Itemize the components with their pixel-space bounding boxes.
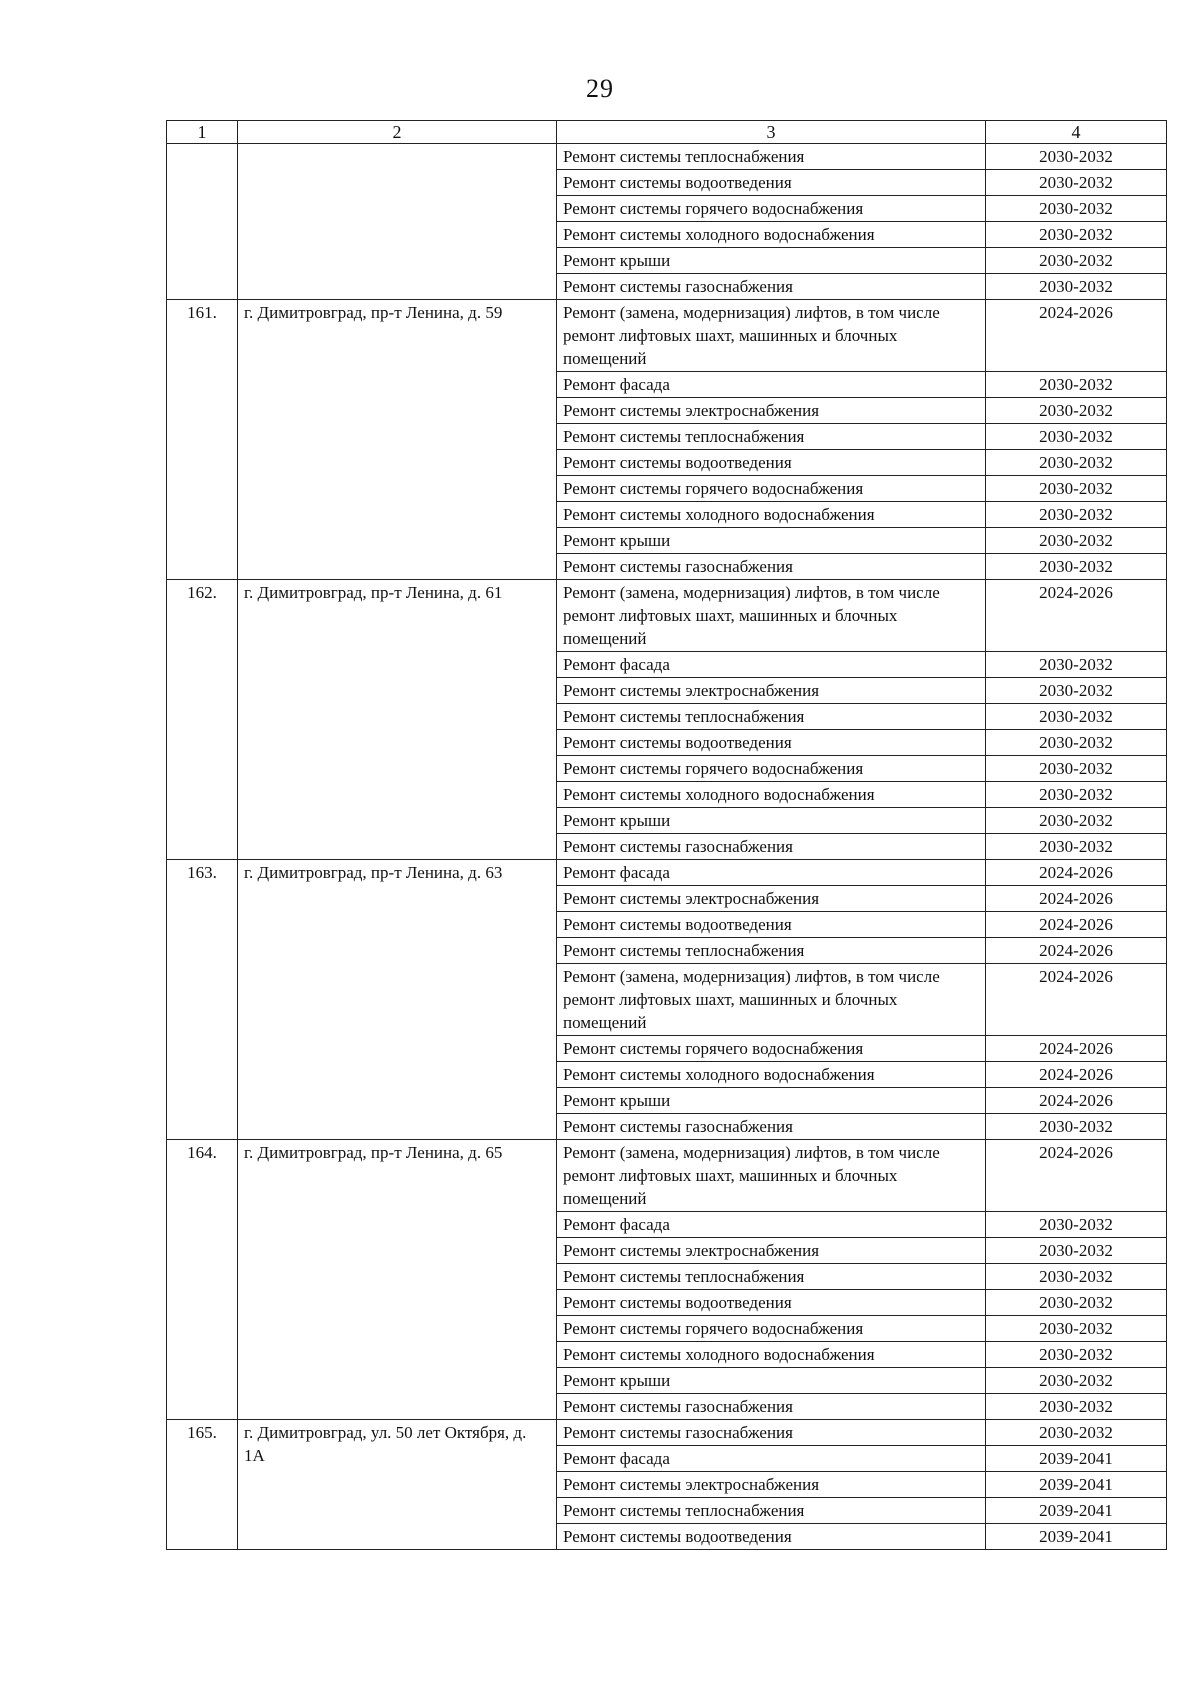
work-period: 2030-2032 xyxy=(986,652,1167,678)
work-period: 2030-2032 xyxy=(986,1114,1167,1140)
work-period: 2030-2032 xyxy=(986,1316,1167,1342)
column-header-3: 3 xyxy=(557,121,986,144)
work-period: 2024-2026 xyxy=(986,886,1167,912)
work-period: 2030-2032 xyxy=(986,1264,1167,1290)
work-period: 2030-2032 xyxy=(986,170,1167,196)
work-type: Ремонт системы электроснабжения xyxy=(557,678,986,704)
work-period: 2024-2026 xyxy=(986,964,1167,1036)
work-type: Ремонт системы теплоснабжения xyxy=(557,144,986,170)
work-type: Ремонт фасада xyxy=(557,860,986,886)
item-number: 163. xyxy=(167,860,238,1140)
work-period: 2030-2032 xyxy=(986,398,1167,424)
work-period: 2024-2026 xyxy=(986,1140,1167,1212)
work-type: Ремонт системы горячего водоснабжения xyxy=(557,196,986,222)
column-header-2: 2 xyxy=(238,121,557,144)
work-type: Ремонт системы теплоснабжения xyxy=(557,424,986,450)
work-type: Ремонт системы холодного водоснабжения xyxy=(557,782,986,808)
table-body xyxy=(167,144,1167,1550)
work-type: Ремонт (замена, модернизация) лифтов, в том числе ремонт лифтовых шахт, машинных и блочных помещений xyxy=(557,1140,986,1212)
work-type: Ремонт системы холодного водоснабжения xyxy=(557,222,986,248)
work-period: 2039-2041 xyxy=(986,1498,1167,1524)
work-type: Ремонт системы водоотведения xyxy=(557,730,986,756)
building-address: г. Димитровград, ул. 50 лет Октября, д. 1А xyxy=(238,1420,557,1550)
work-type: Ремонт системы водоотведения xyxy=(557,1290,986,1316)
table-row xyxy=(167,300,1167,372)
work-period: 2024-2026 xyxy=(986,912,1167,938)
work-type: Ремонт системы холодного водоснабжения xyxy=(557,502,986,528)
work-period: 2030-2032 xyxy=(986,424,1167,450)
work-period: 2030-2032 xyxy=(986,476,1167,502)
column-header-4: 4 xyxy=(986,121,1167,144)
work-type: Ремонт (замена, модернизация) лифтов, в том числе ремонт лифтовых шахт, машинных и блочных помещений xyxy=(557,580,986,652)
work-type: Ремонт фасада xyxy=(557,372,986,398)
table-row xyxy=(167,580,1167,652)
work-period: 2030-2032 xyxy=(986,808,1167,834)
work-period: 2030-2032 xyxy=(986,1394,1167,1420)
work-period: 2024-2026 xyxy=(986,938,1167,964)
table-row xyxy=(167,860,1167,886)
work-period: 2030-2032 xyxy=(986,450,1167,476)
work-period: 2030-2032 xyxy=(986,678,1167,704)
work-type: Ремонт фасада xyxy=(557,1446,986,1472)
work-period: 2030-2032 xyxy=(986,1238,1167,1264)
table-header xyxy=(167,121,1167,144)
work-type: Ремонт крыши xyxy=(557,248,986,274)
work-type: Ремонт системы водоотведения xyxy=(557,1524,986,1550)
work-type: Ремонт системы теплоснабжения xyxy=(557,1264,986,1290)
work-period: 2030-2032 xyxy=(986,144,1167,170)
work-type: Ремонт системы водоотведения xyxy=(557,912,986,938)
work-period: 2039-2041 xyxy=(986,1472,1167,1498)
work-type: Ремонт системы водоотведения xyxy=(557,170,986,196)
item-number: 162. xyxy=(167,580,238,860)
work-type: Ремонт фасада xyxy=(557,652,986,678)
work-type: Ремонт системы электроснабжения xyxy=(557,886,986,912)
work-period: 2030-2032 xyxy=(986,1212,1167,1238)
item-number: 165. xyxy=(167,1420,238,1550)
work-period: 2030-2032 xyxy=(986,274,1167,300)
work-type: Ремонт крыши xyxy=(557,1368,986,1394)
work-type: Ремонт системы горячего водоснабжения xyxy=(557,756,986,782)
work-type: Ремонт системы теплоснабжения xyxy=(557,938,986,964)
work-period: 2024-2026 xyxy=(986,1062,1167,1088)
work-type: Ремонт системы электроснабжения xyxy=(557,398,986,424)
work-type: Ремонт системы горячего водоснабжения xyxy=(557,1036,986,1062)
work-period: 2030-2032 xyxy=(986,782,1167,808)
building-address: г. Димитровград, пр-т Ленина, д. 63 xyxy=(238,860,557,1140)
work-period: 2039-2041 xyxy=(986,1524,1167,1550)
work-type: Ремонт системы электроснабжения xyxy=(557,1472,986,1498)
work-type: Ремонт крыши xyxy=(557,808,986,834)
work-type: Ремонт системы газоснабжения xyxy=(557,834,986,860)
work-type: Ремонт системы водоотведения xyxy=(557,450,986,476)
work-type: Ремонт фасада xyxy=(557,1212,986,1238)
item-number: 161. xyxy=(167,300,238,580)
work-period: 2030-2032 xyxy=(986,1342,1167,1368)
work-type: Ремонт системы газоснабжения xyxy=(557,554,986,580)
work-period: 2030-2032 xyxy=(986,528,1167,554)
table-row xyxy=(167,1420,1167,1446)
page-number: 29 xyxy=(586,74,614,103)
work-period: 2030-2032 xyxy=(986,372,1167,398)
building-address xyxy=(238,144,557,300)
work-type: Ремонт (замена, модернизация) лифтов, в том числе ремонт лифтовых шахт, машинных и блочных помещений xyxy=(557,300,986,372)
work-type: Ремонт системы холодного водоснабжения xyxy=(557,1342,986,1368)
item-number: 164. xyxy=(167,1140,238,1420)
work-type: Ремонт системы газоснабжения xyxy=(557,1394,986,1420)
work-type: Ремонт (замена, модернизация) лифтов, в том числе ремонт лифтовых шахт, машинных и блочных помещений xyxy=(557,964,986,1036)
work-period: 2030-2032 xyxy=(986,1290,1167,1316)
work-type: Ремонт крыши xyxy=(557,528,986,554)
item-number xyxy=(167,144,238,300)
work-period: 2024-2026 xyxy=(986,300,1167,372)
work-type: Ремонт системы теплоснабжения xyxy=(557,704,986,730)
building-address: г. Димитровград, пр-т Ленина, д. 65 xyxy=(238,1140,557,1420)
work-type: Ремонт системы газоснабжения xyxy=(557,1420,986,1446)
work-type: Ремонт системы горячего водоснабжения xyxy=(557,476,986,502)
column-header-1: 1 xyxy=(167,121,238,144)
header-row xyxy=(167,121,1167,144)
work-type: Ремонт системы газоснабжения xyxy=(557,1114,986,1140)
work-type: Ремонт системы теплоснабжения xyxy=(557,1498,986,1524)
work-period: 2024-2026 xyxy=(986,1036,1167,1062)
work-period: 2030-2032 xyxy=(986,248,1167,274)
work-type: Ремонт системы электроснабжения xyxy=(557,1238,986,1264)
building-address: г. Димитровград, пр-т Ленина, д. 61 xyxy=(238,580,557,860)
building-address: г. Димитровград, пр-т Ленина, д. 59 xyxy=(238,300,557,580)
work-period: 2030-2032 xyxy=(986,834,1167,860)
work-period: 2030-2032 xyxy=(986,1368,1167,1394)
work-period: 2024-2026 xyxy=(986,1088,1167,1114)
work-period: 2024-2026 xyxy=(986,580,1167,652)
work-period: 2030-2032 xyxy=(986,222,1167,248)
work-period: 2030-2032 xyxy=(986,704,1167,730)
repair-schedule-table xyxy=(166,120,1167,1550)
work-type: Ремонт крыши xyxy=(557,1088,986,1114)
work-type: Ремонт системы холодного водоснабжения xyxy=(557,1062,986,1088)
work-period: 2030-2032 xyxy=(986,554,1167,580)
work-period: 2030-2032 xyxy=(986,730,1167,756)
work-period: 2030-2032 xyxy=(986,756,1167,782)
work-period: 2030-2032 xyxy=(986,196,1167,222)
work-type: Ремонт системы горячего водоснабжения xyxy=(557,1316,986,1342)
work-period: 2030-2032 xyxy=(986,1420,1167,1446)
work-period: 2039-2041 xyxy=(986,1446,1167,1472)
work-period: 2030-2032 xyxy=(986,502,1167,528)
work-type: Ремонт системы газоснабжения xyxy=(557,274,986,300)
table-row xyxy=(167,1140,1167,1212)
table-row xyxy=(167,144,1167,170)
work-period: 2024-2026 xyxy=(986,860,1167,886)
